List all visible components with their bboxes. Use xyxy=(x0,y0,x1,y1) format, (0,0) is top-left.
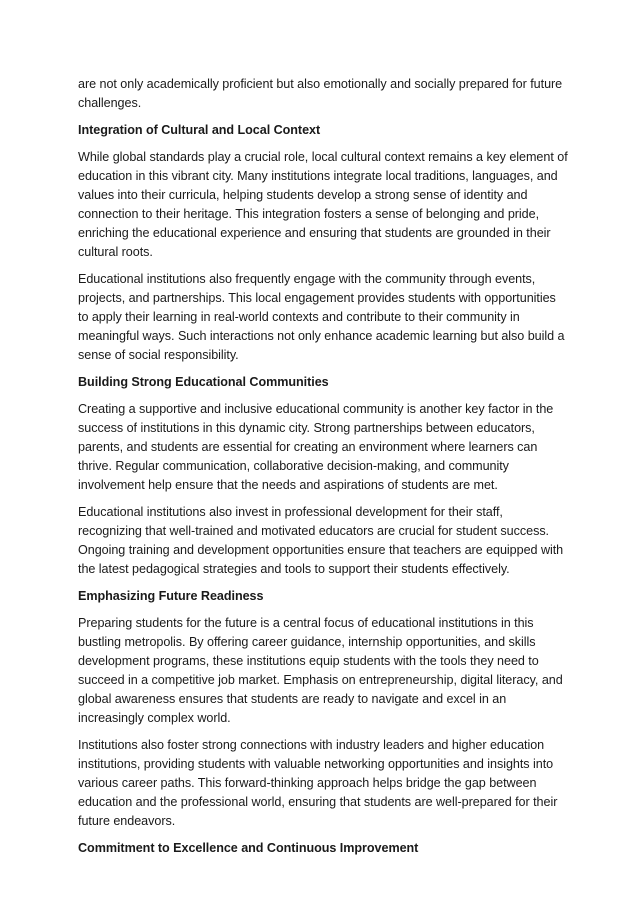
paragraph: While global standards play a crucial role, local cultural context remains a key element of education in this vibrant city. Many institutions integrate local traditions, languages, and values into their curricula, helping students develop a strong sense of identity and connection to their heritage. This integration fosters a sense of belonging and pride, enriching the educational experience and ensuring that students are grounded in their cultural roots. xyxy=(78,150,568,259)
section-heading-excellence: Commitment to Excellence and Continuous Improvement xyxy=(78,841,419,855)
paragraph-continuation: are not only academically proficient but also emotionally and socially prepared for future challenges. xyxy=(78,77,563,110)
paragraph: Educational institutions also invest in professional development for their staff, recognizing that well-trained and motivated educators are crucial for student success. Ongoing training and development opportunities ensure that teachers are equipped with the latest pedagogical strategies and tools to support their students effectively. xyxy=(78,505,564,576)
section-heading-cultural-context: Integration of Cultural and Local Context xyxy=(78,123,321,137)
paragraph: Institutions also foster strong connections with industry leaders and higher education institutions, providing students with valuable networking opportunities and insights into various career paths. This forward-thinking approach helps bridge the gap between education and the professional world, ensuring that students are well-prepared for their future endeavors. xyxy=(78,738,558,828)
document-page xyxy=(78,75,568,866)
paragraph: Educational institutions also frequently engage with the community through events, projects, and partnerships. This local engagement provides students with opportunities to apply their learning in real-world contexts and contribute to their community in meaningful ways. Such interactions not only enhance academic learning but also build a sense of social responsibility. xyxy=(78,272,565,362)
paragraph: Preparing students for the future is a central focus of educational institutions in this bustling metropolis. By offering career guidance, internship opportunities, and skills development programs, these institutions equip students with the tools they need to succeed in a competitive job market. Emphasis on entrepreneurship, digital literacy, and global awareness ensures that students are ready to navigate and excel in an increasingly complex world. xyxy=(78,616,563,725)
section-heading-future-readiness: Emphasizing Future Readiness xyxy=(78,589,264,603)
paragraph: Creating a supportive and inclusive educational community is another key factor in the success of institutions in this dynamic city. Strong partnerships between educators, parents, and students are essential for creating an environment where learners can thrive. Regular communication, collaborative decision-making, and community involvement help ensure that the needs and aspirations of students are met. xyxy=(78,402,554,492)
section-heading-educational-communities: Building Strong Educational Communities xyxy=(78,375,329,389)
